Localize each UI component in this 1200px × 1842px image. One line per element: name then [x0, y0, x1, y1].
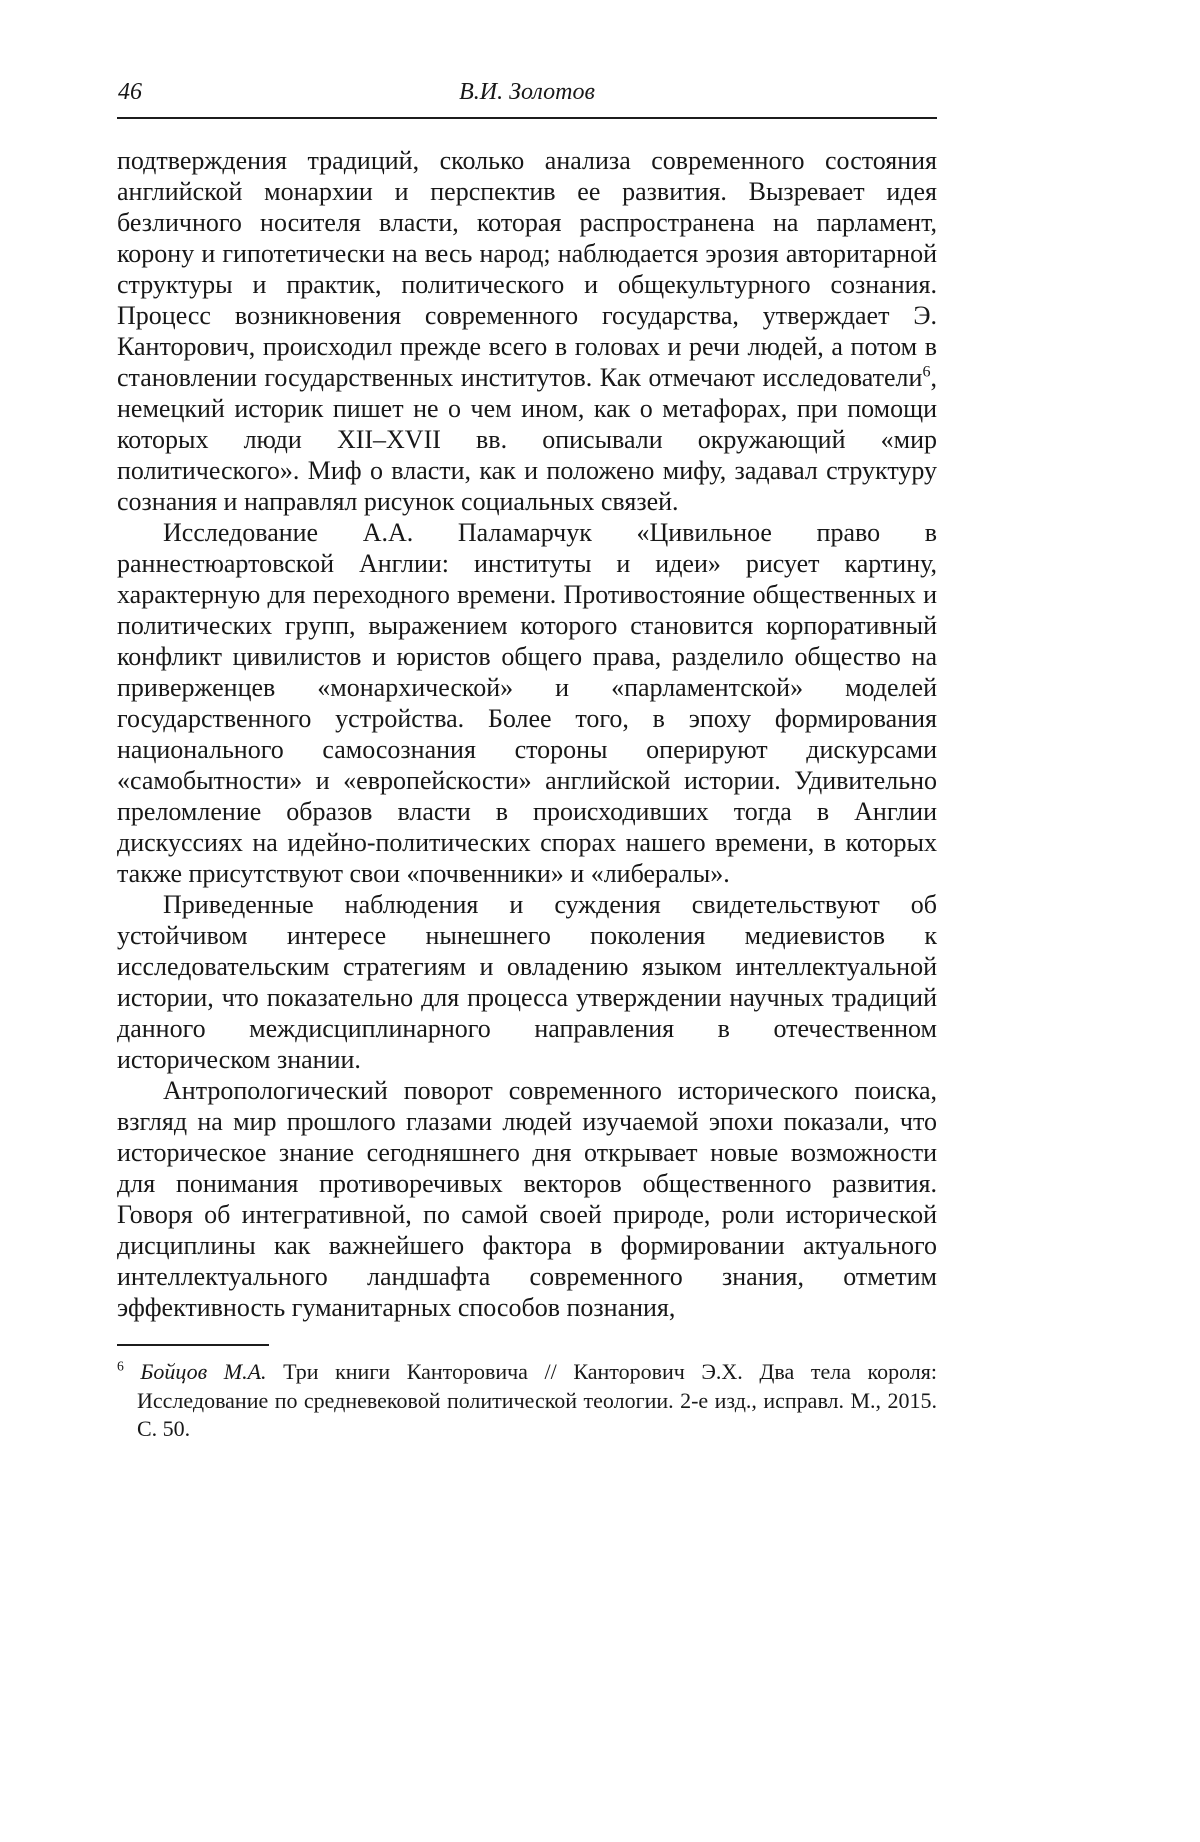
paragraph-text: , немецкий историк пишет не о чем ином, как о метафорах, при помощи которых люди XII–XVII вв. описывали окружающий «мир политического». Миф о власти, как и положено мифу, задавал структуру сознания и направлял рисунок социальных связей.	[117, 363, 937, 516]
footnote-author: Бойцов М.А.	[140, 1359, 267, 1384]
footnote-text: Три книги Канторовича // Канторович Э.Х. Два тела короля: Исследование по средневековой политической теологии. 2-е изд., исправл. М., 2015. С. 50.	[137, 1359, 938, 1441]
page-header	[117, 78, 937, 119]
running-title: В.И. Золотов	[459, 79, 595, 105]
paragraph-2: Исследование А.А. Паламарчук «Цивильное право в раннестюартовской Англии: институты и идеи» рисует картину, характерную для переходного времени. Противостояние общественных и политических групп, выражением которого становится корпоративный конфликт цивилистов и юристов общего права, разделило общество на приверженцев «монархической» и «парламентской» моделей государственного устройства. Более того, в эпоху формирования национального самосознания стороны оперируют дискурсами «самобытности» и «европейскости» английской истории. Удивительно преломление образов власти в происходивших тогда в Англии дискуссиях на идейно-политических спорах нашего времени, в которых также присутствуют свои «почвенники» и «либералы».	[117, 518, 937, 888]
main-text	[117, 145, 937, 1323]
paragraph-4: Антропологический поворот современного исторического поиска, взгляд на мир прошлого глазами людей изучаемой эпохи показали, что историческое знание сегодняшнего дня открывает новые возможности для понимания противоречивых векторов общественного развития. Говоря об интегративной, по самой своей природе, роли исторической дисциплины как важнейшего фактора в формировании актуального интеллектуального ландшафта современного знания, отметим эффективность гуманитарных способов познания,	[117, 1076, 937, 1322]
footnote-reference: 6	[922, 363, 931, 381]
footnote-separator	[117, 1344, 269, 1346]
paragraph-3: Приведенные наблюдения и суждения свидетельствуют об устойчивом интересе нынешнего поколения медиевистов к исследовательским стратегиям и овладению языком интеллектуальной истории, что показательно для процесса утверждении научных традиций данного междисциплинарного направления в отечественном историческом знании.	[117, 890, 937, 1074]
paragraph-text: подтверждения традиций, сколько анализа современного состояния английской монархии и перспектив ее развития. Вызревает идея безличного носителя власти, которая распространена на парламент, корону и гипотетически на весь народ; наблюдается эрозия авторитарной структуры и практик, политического и общекультурного сознания. Процесс возникновения современного государства, утверждает Э. Канторович, происходил прежде всего в головах и речи людей, а потом в становлении государственных институтов. Как отмечают исследователи	[117, 146, 937, 392]
page-number: 46	[118, 79, 142, 105]
footnote-marker: 6	[117, 1358, 124, 1374]
paragraph-1	[117, 145, 937, 517]
footnote-area	[117, 1344, 937, 1444]
footnote	[117, 1358, 937, 1444]
